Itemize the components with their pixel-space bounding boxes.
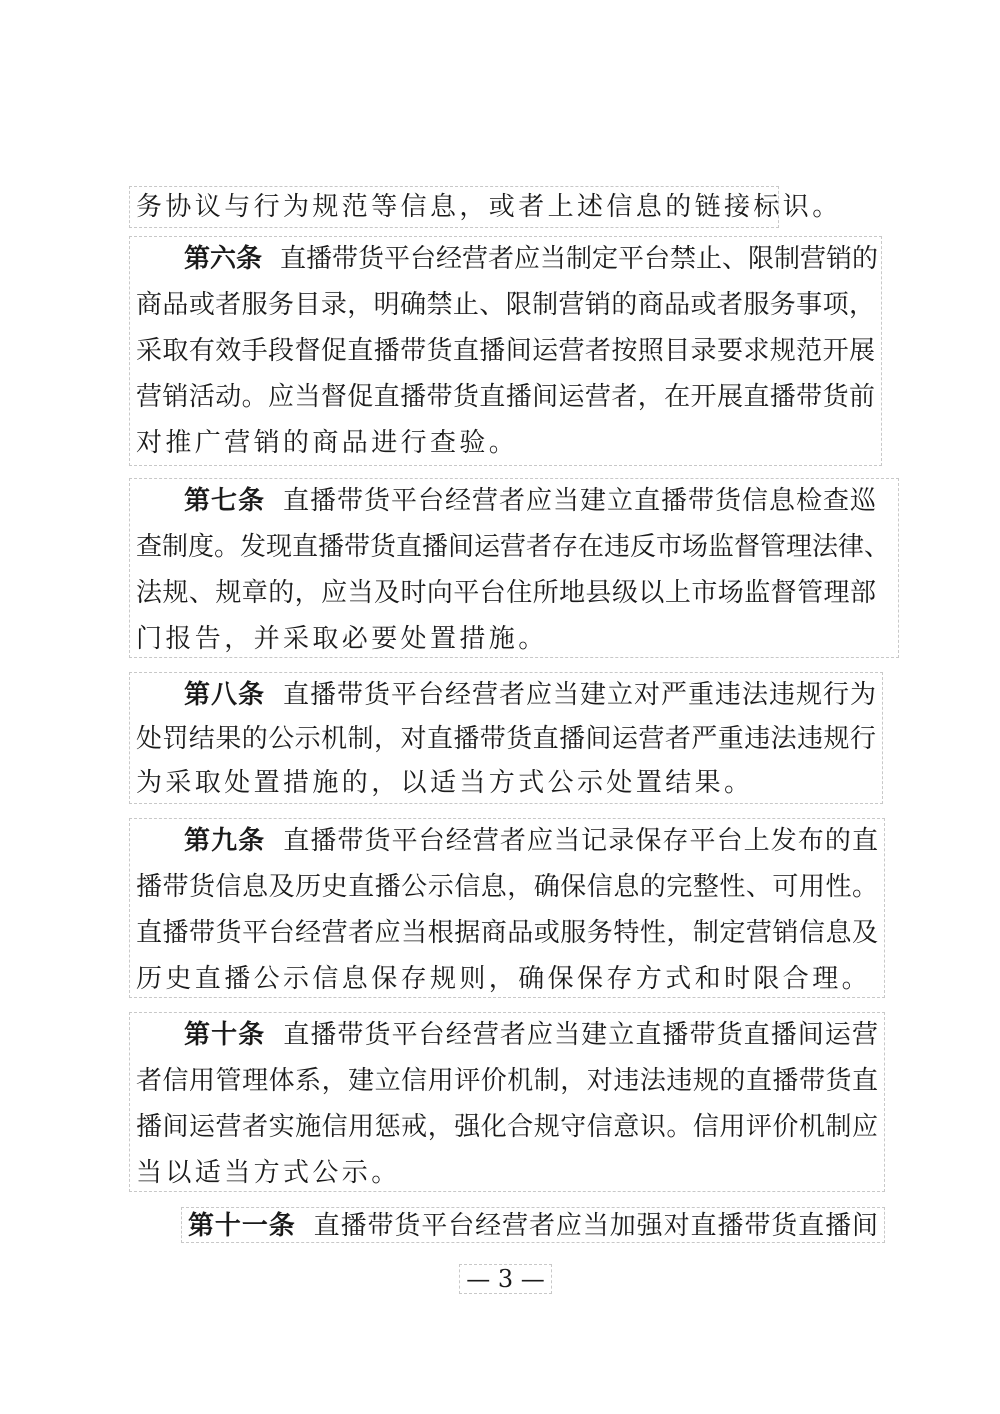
article-8-line-3: 为采取处置措施的，以适当方式公示处置结果。 [136, 768, 754, 798]
article-10-line-1: 第十条 直播带货平台经营者应当建立直播带货直播间运营 [184, 1020, 878, 1050]
article-9-line-2: 播带货信息及历史直播公示信息，确保信息的完整性、可用性。 [136, 872, 878, 902]
continuation-block [129, 186, 842, 228]
article-8-line-2: 处罚结果的公示机制，对直播带货直播间运营者严重违法违规行 [136, 724, 876, 754]
article-6-line-1: 第六条 直播带货平台经营者应当制定平台禁止、限制营销的 [184, 244, 879, 274]
continuation-text: 务协议与行为规范等信息，或者上述信息的链接标识。 [136, 192, 842, 222]
article-11-line-1: 第十一条 直播带货平台经营者应当加强对直播带货直播间 [188, 1211, 878, 1241]
article-6-label: 第六条 [184, 244, 263, 274]
article-10-label: 第十条 [184, 1020, 266, 1050]
article-11 [181, 1207, 885, 1243]
article-10-line-2: 者信用管理体系，建立信用评价机制，对违法违规的直播带货直 [136, 1066, 878, 1096]
article-9-line-1: 第九条 直播带货平台经营者应当记录保存平台上发布的直 [184, 826, 878, 856]
article-10 [129, 1012, 885, 1192]
article-9 [129, 818, 885, 998]
article-7-line-4: 门报告，并采取必要处置措施。 [136, 624, 548, 654]
article-6-line-3: 采取有效手段督促直播带货直播间运营者按照目录要求规范开展 [136, 336, 875, 366]
article-8-label: 第八条 [184, 680, 265, 710]
article-11-label: 第十一条 [188, 1211, 296, 1241]
article-7 [129, 478, 899, 658]
article-7-line-1: 第七条 直播带货平台经营者应当建立直播带货信息检查巡 [184, 486, 876, 516]
article-9-line-3: 直播带货平台经营者应当根据商品或服务特性，制定营销信息及 [136, 918, 878, 948]
article-7-label: 第七条 [184, 486, 265, 516]
article-9-line-4: 历史直播公示信息保存规则，确保保存方式和时限合理。 [136, 964, 872, 994]
article-6-line-4: 营销活动。应当督促直播带货直播间运营者，在开展直播带货前 [136, 382, 875, 412]
article-10-line-4: 当以适当方式公示。 [136, 1158, 401, 1188]
article-10-line-3: 播间运营者实施信用惩戒，强化合规守信意识。信用评价机制应 [136, 1112, 878, 1142]
article-7-line-3: 法规、规章的，应当及时向平台住所地县级以上市场监督管理部 [136, 578, 876, 608]
article-6-line-5: 对推广营销的商品进行查验。 [136, 428, 519, 458]
article-8-line-1: 第八条 直播带货平台经营者应当建立对严重违法违规行为 [184, 680, 876, 710]
article-6 [129, 236, 882, 466]
article-6-line-2: 商品或者服务目录，明确禁止、限制营销的商品或者服务事项， [136, 290, 875, 320]
page-number: — 3 — [459, 1264, 552, 1294]
article-8 [129, 672, 883, 804]
article-9-label: 第九条 [184, 826, 266, 856]
article-7-line-2: 查制度。发现直播带货直播间运营者存在违反市场监督管理法律、 [136, 532, 891, 562]
